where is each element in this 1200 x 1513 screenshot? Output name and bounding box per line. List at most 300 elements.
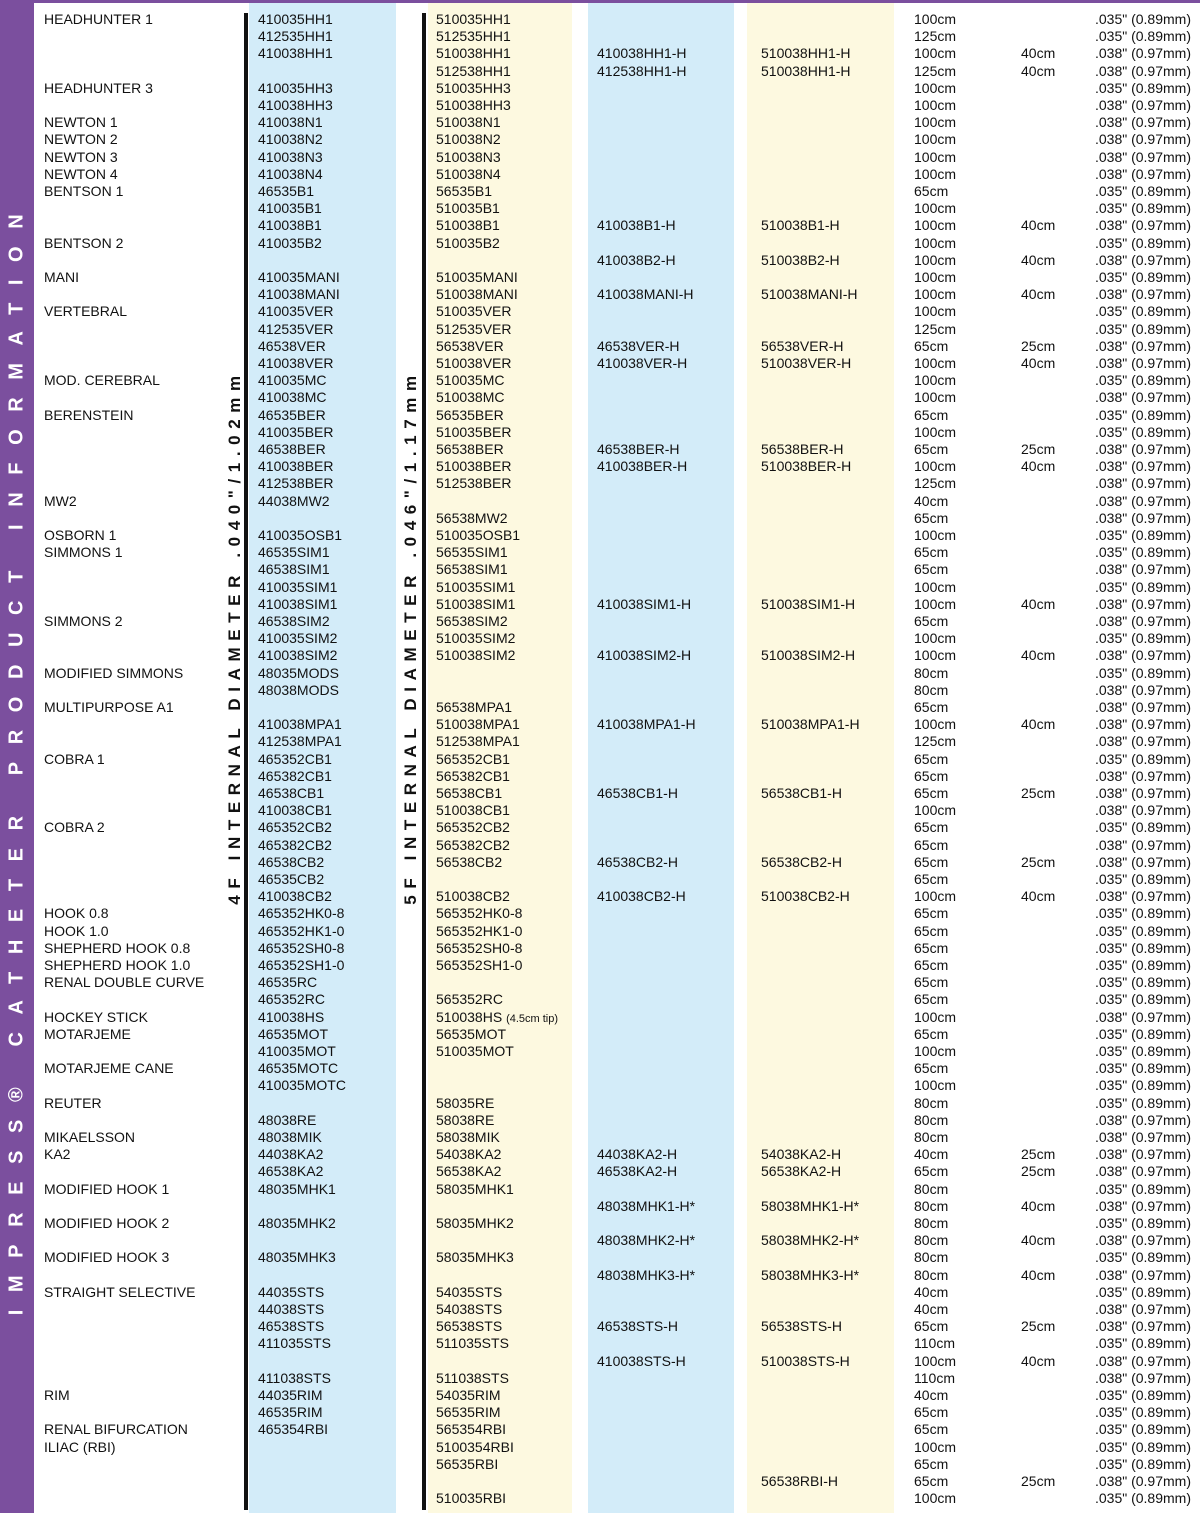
catheter-name-text: SIMMONS 2 (44, 613, 123, 629)
part-4f-text: 410038CB2 (258, 888, 332, 905)
part-5f-hydrophilic-text: 510038STS-H (761, 1352, 850, 1369)
table-row (0, 991, 1200, 1008)
length-text: 65cm (914, 441, 949, 457)
guidewire (1095, 321, 1191, 338)
guidewire (1095, 11, 1191, 28)
table-row (0, 235, 1200, 252)
guidewire-text: .038" (0.97mm) (1094, 561, 1191, 578)
length-text: 125cm (914, 320, 957, 337)
table-row (0, 493, 1200, 510)
length-text: 80cm (914, 1197, 949, 1214)
length (914, 338, 948, 355)
length-text: 80cm (914, 1180, 949, 1197)
part-5f (436, 45, 511, 62)
length (914, 321, 956, 338)
part-5f-text: 565352HK0-8 (436, 905, 523, 922)
part-5f (436, 1490, 506, 1507)
part-5f-text: 510035MOT (436, 1043, 514, 1059)
length-text: 100cm (914, 131, 957, 148)
catheter-name (44, 1129, 135, 1146)
guidewire (1095, 682, 1191, 699)
catheter-name-text: NEWTON 1 (44, 114, 118, 131)
length (914, 544, 948, 561)
table-row (0, 28, 1200, 45)
table-row (0, 1043, 1200, 1060)
guidewire-text: .038" (0.97mm) (1094, 716, 1191, 733)
part-4f (258, 682, 339, 699)
part-5f (436, 1095, 494, 1112)
length-text: 65cm (914, 819, 949, 836)
part-5f-hydrophilic (761, 355, 851, 372)
length-text: 100cm (914, 630, 957, 647)
part-5f-hydrophilic-text: 510038HH1-H (761, 62, 851, 79)
length-text: 65cm (914, 1455, 949, 1472)
part-5f-hydrophilic (761, 286, 858, 303)
part-4f (258, 1301, 324, 1318)
tip-length (1021, 785, 1055, 802)
length-text: 100cm (914, 200, 957, 217)
guidewire (1095, 888, 1191, 905)
part-5f (436, 733, 520, 750)
part-5f (436, 613, 508, 630)
part-5f (436, 1421, 506, 1438)
catheter-name-text: HEADHUNTER 1 (44, 11, 153, 27)
length (914, 579, 956, 596)
length (914, 11, 956, 28)
length (914, 424, 956, 441)
part-5f-hydrophilic-text: 58038MHK3-H* (761, 1266, 860, 1283)
part-4f-hydrophilic (597, 716, 696, 733)
length (914, 1112, 948, 1129)
part-5f-text: 56538VER (436, 337, 504, 354)
part-5f (436, 1215, 514, 1232)
part-5f-hydrophilic (761, 785, 842, 802)
guidewire-text: .035" (0.89mm) (1094, 527, 1191, 543)
length-text: 40cm (914, 1283, 949, 1300)
guidewire-text: .038" (0.97mm) (1094, 1369, 1191, 1386)
tip-length (1021, 1473, 1055, 1490)
part-4f (258, 1163, 323, 1180)
length-text: 100cm (914, 647, 957, 664)
guidewire-text: .035" (0.89mm) (1094, 28, 1191, 45)
table-row (0, 1249, 1200, 1266)
part-4f-text: 44038KA2 (258, 1146, 324, 1163)
table-row (0, 80, 1200, 97)
part-5f (436, 923, 522, 940)
length-text: 65cm (914, 613, 949, 629)
part-4f-text: 410038SIM2 (258, 647, 338, 664)
table-row (0, 1404, 1200, 1421)
tip-length (1021, 716, 1055, 733)
part-5f-text: 58035MHK3 (436, 1249, 514, 1266)
part-5f (436, 269, 518, 286)
catheter-name-text: SHEPHERD HOOK 1.0 (44, 957, 191, 973)
part-4f (258, 974, 317, 991)
table-row (0, 647, 1200, 664)
guidewire (1095, 699, 1191, 716)
part-4f (258, 665, 339, 682)
part-4f (258, 905, 344, 922)
table-row (0, 1163, 1200, 1180)
table-row (0, 1060, 1200, 1077)
part-4f-text: 46538SIM2 (258, 613, 330, 629)
part-5f (436, 149, 501, 166)
tip-length-text: 40cm (1021, 1232, 1056, 1249)
part-4f-hydrophilic (597, 1318, 678, 1335)
guidewire (1095, 940, 1191, 957)
part-4f-text: 410038HH1 (258, 45, 333, 62)
catheter-name-text: HOCKEY STICK (44, 1008, 148, 1025)
guidewire-text: .035" (0.89mm) (1094, 1421, 1191, 1438)
length-text: 125cm (914, 28, 957, 45)
length-text: 100cm (914, 45, 957, 62)
guidewire-text: .035" (0.89mm) (1094, 1077, 1191, 1094)
catheter-name-text: MOD. CEREBRAL (44, 372, 160, 389)
guidewire (1095, 1112, 1191, 1129)
catheter-name (44, 905, 109, 922)
part-5f-text: 54038STS (436, 1301, 503, 1317)
guidewire-text: .035" (0.89mm) (1094, 630, 1191, 647)
part-5f-text: 54038KA2 (436, 1146, 502, 1163)
catheter-name-text: MODIFIED HOOK 2 (44, 1215, 170, 1231)
part-5f-hydrophilic-text: 510038B2-H (761, 251, 840, 268)
length (914, 252, 956, 269)
guidewire (1095, 372, 1191, 389)
part-5f-hydrophilic (761, 1163, 841, 1180)
part-4f-hydrophilic-text: 410038MPA1-H (597, 716, 696, 733)
guidewire-text: .038" (0.97mm) (1094, 647, 1191, 664)
label-5f-internal-diameter: 5F INTERNAL DIAMETER .046"/1.17mm (401, 369, 420, 905)
catheter-name (44, 1009, 148, 1026)
guidewire-text: .038" (0.97mm) (1094, 251, 1191, 268)
tip-length (1021, 458, 1055, 475)
part-4f-text: 465352SH0-8 (258, 939, 345, 956)
tip-length (1021, 1232, 1055, 1249)
length-text: 65cm (914, 699, 949, 715)
part-5f (436, 131, 501, 148)
length-text: 80cm (914, 1249, 949, 1266)
length (914, 131, 956, 148)
guidewire (1095, 1129, 1191, 1146)
guidewire-text: .038" (0.97mm) (1094, 97, 1191, 113)
part-4f-text: 411038STS (258, 1369, 331, 1386)
part-4f-text: 46535SIM1 (258, 544, 330, 561)
part-4f (258, 630, 337, 647)
part-5f-text: 56538KA2 (436, 1163, 502, 1180)
tip-length (1021, 1267, 1055, 1284)
catheter-name (44, 957, 190, 974)
catheter-name-text: MODIFIED SIMMONS (44, 664, 184, 681)
catheter-name (44, 80, 153, 97)
tip-length (1021, 355, 1055, 372)
catheter-name-text: SIMMONS 1 (44, 544, 123, 561)
guidewire-text: .035" (0.89mm) (1094, 991, 1191, 1008)
part-5f (436, 441, 504, 458)
length (914, 716, 956, 733)
guidewire (1095, 63, 1191, 80)
part-5f-hydrophilic-text: 510038VER-H (761, 355, 852, 371)
part-5f (436, 785, 502, 802)
length (914, 1060, 948, 1077)
catheter-name (44, 149, 118, 166)
tip-length-text: 25cm (1021, 853, 1056, 870)
part-4f (258, 1249, 336, 1266)
part-5f-hydrophilic (761, 716, 860, 733)
part-4f-hydrophilic (597, 355, 687, 372)
length (914, 1249, 948, 1266)
part-5f-text: 56535MOT (436, 1025, 507, 1042)
part-5f-hydrophilic-text: 510038MANI-H (761, 286, 858, 303)
guidewire (1095, 1301, 1191, 1318)
part-4f (258, 527, 342, 544)
table-row (0, 1387, 1200, 1404)
length (914, 1043, 956, 1060)
catheter-name (44, 269, 79, 286)
guidewire-text: .038" (0.97mm) (1094, 286, 1191, 303)
part-4f (258, 819, 332, 836)
length (914, 682, 948, 699)
table-row (0, 63, 1200, 80)
part-5f (436, 407, 504, 424)
part-4f (258, 871, 324, 888)
part-4f-hydrophilic-text: 48038MHK1-H* (597, 1197, 696, 1214)
part-5f (436, 80, 511, 97)
part-5f-text: 510038B1 (436, 217, 500, 234)
part-4f-text: 46535MOT (258, 1025, 329, 1042)
guidewire (1095, 166, 1191, 183)
guidewire-text: .038" (0.97mm) (1094, 131, 1191, 148)
length-text: 100cm (914, 1490, 957, 1507)
length (914, 1009, 956, 1026)
length-text: 65cm (914, 1421, 949, 1438)
length-text: 65cm (914, 544, 949, 561)
part-4f-hydrophilic-text: 46538KA2-H (597, 1163, 678, 1180)
length (914, 407, 948, 424)
part-4f-text: 410035MOTC (258, 1077, 346, 1094)
part-4f (258, 923, 344, 940)
guidewire-text: .035" (0.89mm) (1094, 406, 1191, 423)
part-5f-text: 510035HH3 (436, 79, 511, 96)
length (914, 1456, 948, 1473)
part-4f-hydrophilic-text: 46538VER-H (597, 337, 680, 354)
part-4f (258, 888, 332, 905)
guidewire (1095, 923, 1191, 940)
part-5f-hydrophilic (761, 458, 851, 475)
guidewire (1095, 647, 1191, 664)
part-4f-text: 410038BER (258, 458, 334, 475)
part-4f-text: 44038MW2 (258, 492, 330, 509)
guidewire (1095, 286, 1191, 303)
tip-length-text: 25cm (1021, 1318, 1056, 1335)
part-4f-hydrophilic (597, 596, 691, 613)
part-5f-text: 510038MANI (436, 286, 518, 303)
guidewire-text: .035" (0.89mm) (1094, 664, 1191, 681)
part-5f (436, 837, 510, 854)
guidewire-text: .038" (0.97mm) (1094, 355, 1191, 371)
guidewire-text: .035" (0.89mm) (1094, 1060, 1191, 1077)
part-5f (436, 1129, 500, 1146)
catheter-name-text: MODIFIED HOOK 1 (44, 1180, 170, 1197)
guidewire (1095, 1009, 1191, 1026)
guidewire-text: .038" (0.97mm) (1094, 888, 1191, 905)
guidewire-text: .035" (0.89mm) (1094, 578, 1191, 595)
guidewire-text: .035" (0.89mm) (1094, 1025, 1191, 1042)
part-4f (258, 424, 334, 441)
guidewire-text: .038" (0.97mm) (1094, 1318, 1191, 1335)
length-text: 65cm (914, 957, 949, 973)
part-5f (436, 1249, 514, 1266)
part-4f-hydrophilic-text: 48038MHK3-H* (597, 1266, 696, 1283)
part-5f-text: 510035SIM1 (436, 578, 516, 595)
part-4f-hydrophilic-text: 410038MANI-H (597, 286, 694, 303)
length (914, 647, 956, 664)
length-text: 100cm (914, 458, 957, 475)
guidewire (1095, 665, 1191, 682)
table-row (0, 888, 1200, 905)
guidewire-text: .038" (0.97mm) (1094, 148, 1191, 165)
tip-length (1021, 1146, 1055, 1163)
length (914, 527, 956, 544)
part-4f (258, 166, 323, 183)
length-text: 100cm (914, 11, 957, 27)
part-5f-text: 512538BER (436, 475, 512, 492)
part-5f (436, 1284, 502, 1301)
catheter-name (44, 940, 190, 957)
part-5f (436, 475, 512, 492)
part-5f (436, 372, 505, 389)
length (914, 1284, 948, 1301)
guidewire-text: .038" (0.97mm) (1094, 1232, 1191, 1249)
guidewire-text: .038" (0.97mm) (1094, 1163, 1191, 1180)
tip-length-text: 40cm (1021, 355, 1056, 371)
length (914, 871, 948, 888)
part-4f (258, 1009, 324, 1026)
tip-length (1021, 647, 1055, 664)
tip-length-text: 40cm (1021, 45, 1056, 62)
guidewire (1095, 303, 1191, 320)
guidewire-text: .035" (0.89mm) (1094, 1387, 1191, 1403)
part-5f-text: 510038HH3 (436, 97, 511, 113)
length-text: 65cm (914, 750, 949, 767)
part-4f-text: 410038B1 (258, 217, 322, 234)
length (914, 1370, 955, 1387)
table-row (0, 149, 1200, 166)
tip-length (1021, 596, 1055, 613)
guidewire (1095, 45, 1191, 62)
guidewire (1095, 1370, 1191, 1387)
part-4f (258, 269, 340, 286)
part-5f-text: 510038SIM2 (436, 647, 516, 664)
part-4f-hydrophilic-text: 410038VER-H (597, 355, 688, 371)
length (914, 286, 956, 303)
part-5f (436, 424, 512, 441)
tip-length-text: 40cm (1021, 217, 1056, 234)
guidewire (1095, 269, 1191, 286)
part-4f-text: 410035BER (258, 423, 334, 440)
catheter-name-text: KA2 (44, 1146, 71, 1163)
part-4f-text: 410035MOT (258, 1043, 336, 1059)
tip-length-text: 40cm (1021, 1352, 1056, 1369)
part-5f-text: 58035MHK1 (436, 1180, 514, 1197)
tip-length (1021, 1318, 1055, 1335)
table-row (0, 458, 1200, 475)
length-text: 65cm (914, 974, 949, 991)
length-text: 100cm (914, 888, 957, 905)
guidewire-text: .035" (0.89mm) (1094, 79, 1191, 96)
length-text: 100cm (914, 595, 957, 612)
guidewire-text: .038" (0.97mm) (1094, 441, 1191, 457)
guidewire (1095, 510, 1191, 527)
guidewire (1095, 1456, 1191, 1473)
tip-length-text: 40cm (1021, 458, 1056, 475)
part-4f-hydrophilic-text: 410038B2-H (597, 251, 676, 268)
part-4f (258, 183, 314, 200)
part-4f-text: 410035HH1 (258, 11, 333, 27)
part-5f-text: 510038HS (436, 1008, 503, 1025)
table-row (0, 269, 1200, 286)
table-row (0, 200, 1200, 217)
part-4f (258, 1370, 331, 1387)
tip-length (1021, 45, 1055, 62)
length (914, 389, 956, 406)
catheter-name-text: SHEPHERD HOOK 0.8 (44, 939, 191, 956)
part-5f (436, 303, 512, 320)
part-4f-text: 412538MPA1 (258, 733, 342, 750)
table-row (0, 45, 1200, 62)
part-4f-text: 46535CB2 (258, 871, 325, 887)
part-4f-text: 411035STS (258, 1335, 331, 1352)
part-4f (258, 768, 332, 785)
catheter-name-text: MANI (44, 269, 79, 285)
part-5f-text: 58035RE (436, 1094, 495, 1111)
length-text: 100cm (914, 269, 957, 285)
length (914, 991, 948, 1008)
table-row (0, 682, 1200, 699)
part-5f-hydrophilic (761, 888, 850, 905)
catheter-name (44, 166, 118, 183)
part-4f-text: 44038STS (258, 1301, 325, 1317)
guidewire-text: .035" (0.89mm) (1094, 1335, 1191, 1352)
guidewire-text: .035" (0.89mm) (1094, 905, 1191, 922)
part-4f-hydrophilic (597, 441, 680, 458)
guidewire-text: .038" (0.97mm) (1094, 1197, 1191, 1214)
length (914, 1353, 956, 1370)
guidewire (1095, 1146, 1191, 1163)
guidewire-text: .038" (0.97mm) (1094, 45, 1191, 62)
part-4f-text: 410038CB1 (258, 802, 332, 819)
guidewire-text: .038" (0.97mm) (1094, 595, 1191, 612)
part-5f (436, 1181, 514, 1198)
guidewire (1095, 1215, 1191, 1232)
guidewire-text: .035" (0.89mm) (1094, 1249, 1191, 1266)
catheter-name-text: MULTIPURPOSE A1 (44, 699, 174, 715)
part-4f (258, 28, 333, 45)
catheter-name (44, 1439, 116, 1456)
part-4f (258, 1077, 346, 1094)
part-4f (258, 1112, 316, 1129)
part-4f (258, 991, 325, 1008)
part-4f (258, 596, 337, 613)
part-5f (436, 940, 522, 957)
tip-length-text: 40cm (1021, 251, 1056, 268)
part-5f-text: 510038N1 (436, 114, 501, 131)
guidewire-text: .038" (0.97mm) (1094, 389, 1191, 406)
part-4f-hydrophilic (597, 1146, 677, 1163)
part-4f-hydrophilic-text: 410038SIM2-H (597, 647, 692, 664)
guidewire-text: .038" (0.97mm) (1094, 1473, 1191, 1489)
guidewire-text: .035" (0.89mm) (1094, 11, 1191, 27)
part-5f-hydrophilic (761, 596, 855, 613)
